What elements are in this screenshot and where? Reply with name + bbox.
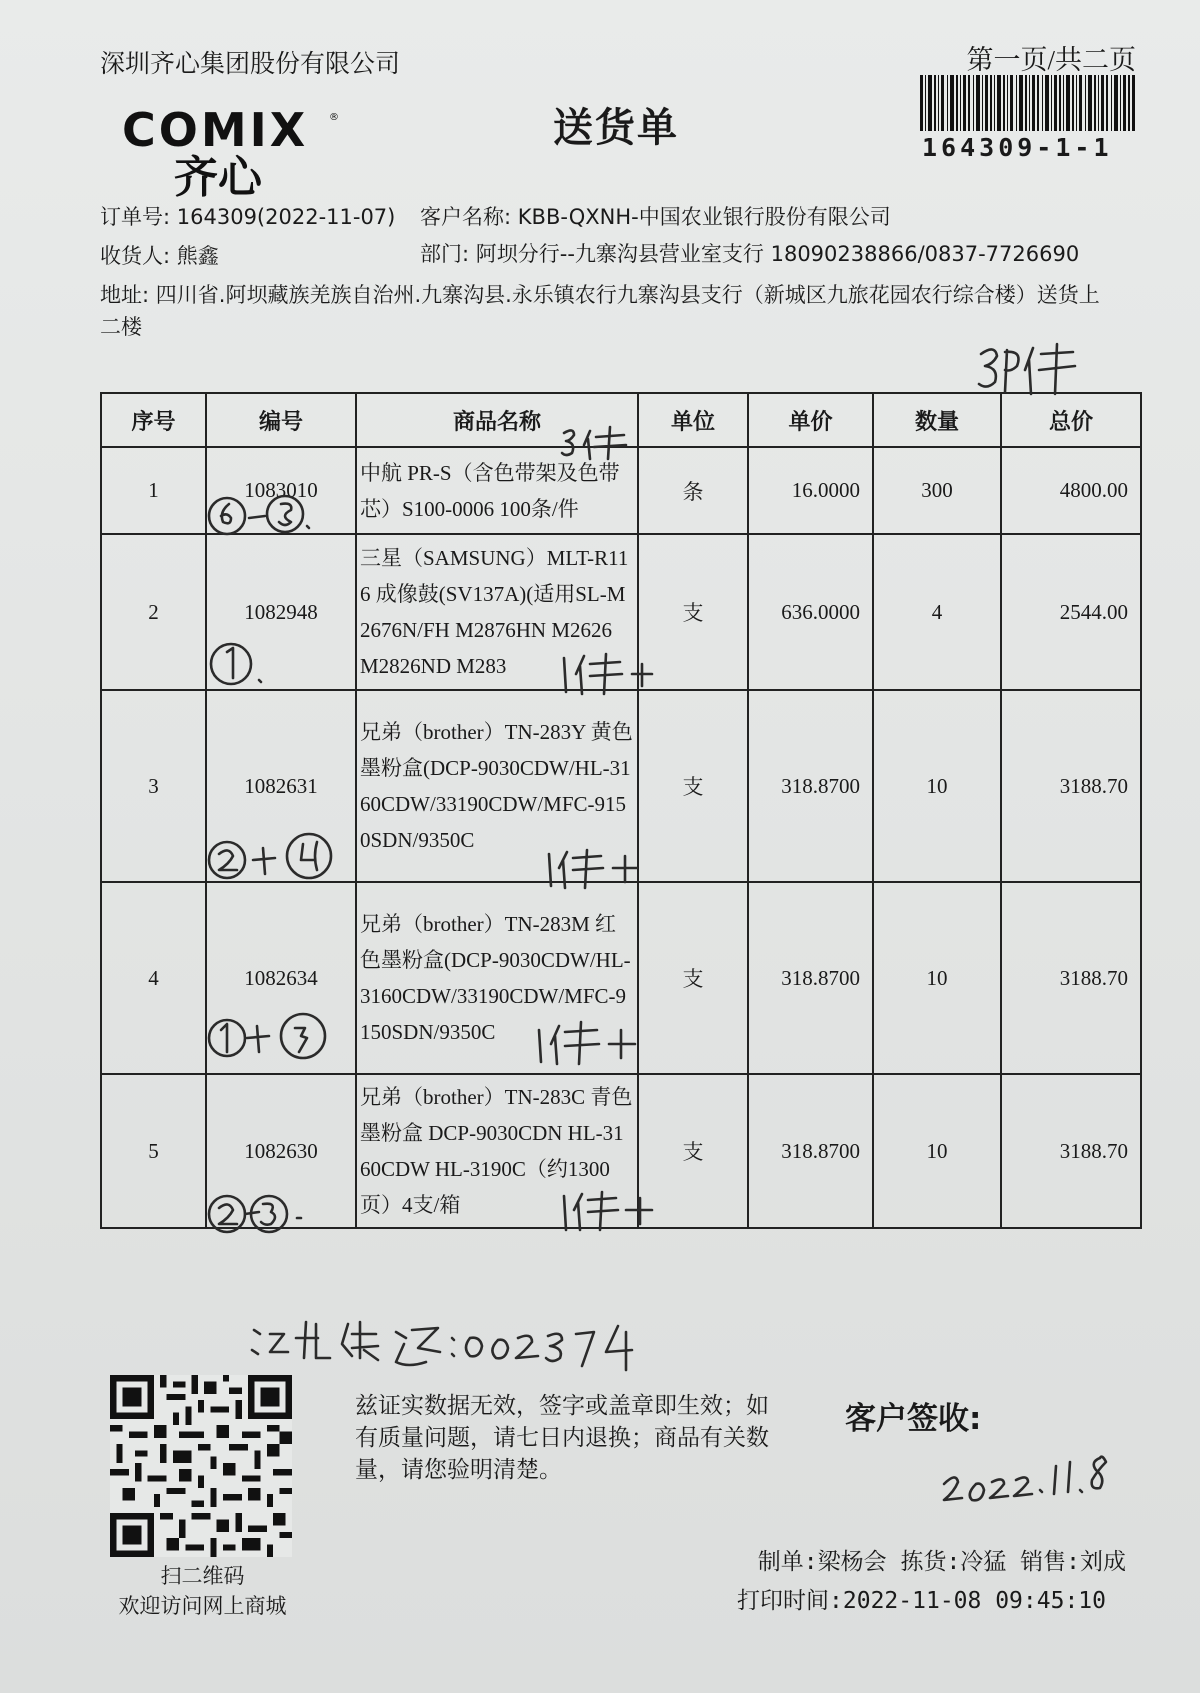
cell-product-name: 兄弟（brother）TN-283M 红色墨粉盒(DCP-9030CDW/HL-3160CDW/33190CDW/MFC-9150SDN/9350C (356, 882, 638, 1074)
cell-seq: 1 (101, 447, 206, 534)
qr-caption-welcome: 欢迎访问网上商城 (118, 1594, 287, 1618)
receiver-label: 收货人: (100, 244, 171, 268)
order-number (100, 201, 395, 231)
notice-text: 兹证实数据无效，签字或盖章即生效；如有质量问题，请七日内退换；商品有关数量，请您验明清楚。 (355, 1393, 769, 1483)
handwritten-date (940, 1450, 1120, 1510)
cell-quantity: 10 (873, 690, 1001, 882)
cell-total: 3188.70 (1001, 882, 1141, 1074)
handwritten-mark (560, 652, 680, 698)
order-number-label: 订单号: (100, 205, 171, 229)
page-indicator: 第一页/共二页 (966, 45, 1136, 75)
handwritten-mark (560, 1190, 670, 1232)
cell-seq: 4 (101, 882, 206, 1074)
header-unit-price: 单价 (748, 393, 873, 447)
department-value: 阿坝分行--九寨沟县营业室支行 18090238866/0837-7726690 (475, 242, 1080, 266)
department-label: 部门: (420, 242, 470, 266)
address-line2: 二楼 (100, 315, 142, 339)
customer-value: KBB-QXNH-中国农业银行股份有限公司 (517, 205, 891, 229)
handwritten-mark (205, 1188, 315, 1238)
qr-code (110, 1375, 292, 1557)
print-time: 打印时间:2022-11-08 09:45:10 (737, 1588, 1106, 1614)
svg-text:®: ® (329, 112, 339, 123)
address (100, 279, 1100, 309)
cell-code: 1082634 (206, 882, 356, 1074)
cell-code: 1083010 (206, 447, 356, 534)
cell-total: 2544.00 (1001, 534, 1141, 690)
customer-sign-label: 客户签收: (845, 1401, 982, 1437)
comix-logo (122, 102, 347, 197)
cell-quantity: 10 (873, 882, 1001, 1074)
cell-seq: 2 (101, 534, 206, 690)
cell-code: 1082948 (206, 534, 356, 690)
cell-seq: 5 (101, 1074, 206, 1228)
address-label: 地址: (100, 283, 150, 307)
cell-quantity: 10 (873, 1074, 1001, 1228)
staff-info: 制单:梁杨会 拣货:冷猛 销售:刘成 (757, 1549, 1126, 1575)
cell-unit-price: 318.8700 (748, 882, 873, 1074)
cell-unit: 支 (638, 690, 748, 882)
handwritten-mark (205, 830, 345, 886)
cell-unit-price: 318.8700 (748, 690, 873, 882)
cell-unit: 支 (638, 882, 748, 1074)
cell-product-name: 兄弟（brother）TN-283C 青色墨粉盒 DCP-9030CDN HL-3160CDW HL-3190C（约1300页）4支/箱 (356, 1074, 638, 1228)
order-number-value: 164309(2022-11-07) (176, 205, 396, 229)
cell-quantity: 300 (873, 447, 1001, 534)
header-quantity: 数量 (873, 393, 1001, 447)
department (420, 238, 1079, 268)
cell-product-name: 中航 PR-S（含色带架及色带芯）S100-0006 100条/件 (356, 447, 638, 534)
document-title: 送货单 (553, 105, 679, 151)
cell-quantity: 4 (873, 534, 1001, 690)
cell-product-name: 兄弟（brother）TN-283Y 黄色墨粉盒(DCP-9030CDW/HL-3160CDW/33190CDW/MFC-9150SDN/9350C (356, 690, 638, 882)
address-line1: 四川省.阿坝藏族羌族自治州.九寨沟县.永乐镇农行九寨沟县支行（新城区九旅花园农行综合楼）送货上 (155, 283, 1100, 307)
header-product-name: 商品名称 (356, 393, 638, 447)
cell-total: 3188.70 (1001, 1074, 1141, 1228)
header-unit: 单位 (638, 393, 748, 447)
svg-text:齐心: 齐心 (174, 152, 262, 197)
cell-unit-price: 318.8700 (748, 1074, 873, 1228)
receiver-value: 熊鑫 (176, 244, 219, 268)
cell-unit: 支 (638, 1074, 748, 1228)
handwritten-mark (545, 848, 655, 890)
receiver (100, 240, 219, 270)
cell-total: 3188.70 (1001, 690, 1141, 882)
svg-text:COMIX: COMIX (122, 103, 309, 157)
header-code: 编号 (206, 393, 356, 447)
handwritten-mark (205, 490, 315, 542)
handwritten-mark (205, 1008, 335, 1064)
cell-unit-price: 636.0000 (748, 534, 873, 690)
cell-unit: 条 (638, 447, 748, 534)
company-name: 深圳齐心集团股份有限公司 (100, 51, 401, 78)
cell-product-name: 三星（SAMSUNG）MLT-R116 成像鼓(SV137A)(适用SL-M2676N/FH M2876HN M2626 M2826ND M283 (356, 534, 638, 690)
customer-label: 客户名称: (420, 205, 512, 229)
barcode-image (920, 75, 1135, 131)
cell-unit-price: 16.0000 (748, 447, 873, 534)
customer-name (420, 201, 891, 231)
cell-total: 4800.00 (1001, 447, 1141, 534)
barcode-number: 164309-1-1 (922, 133, 1113, 162)
cell-code: 1082630 (206, 1074, 356, 1228)
cell-code: 1082631 (206, 690, 356, 882)
handwritten-mark (535, 1020, 665, 1066)
cell-unit: 支 (638, 534, 748, 690)
cell-seq: 3 (101, 690, 206, 882)
qr-caption-scan: 扫二维码 (160, 1564, 245, 1588)
header-total: 总价 (1001, 393, 1141, 447)
handwritten-mark (560, 425, 630, 463)
handwritten-mark (975, 340, 1085, 400)
handwritten-mark (207, 640, 267, 690)
handwritten-note (248, 1308, 648, 1388)
header-seq: 序号 (101, 393, 206, 447)
